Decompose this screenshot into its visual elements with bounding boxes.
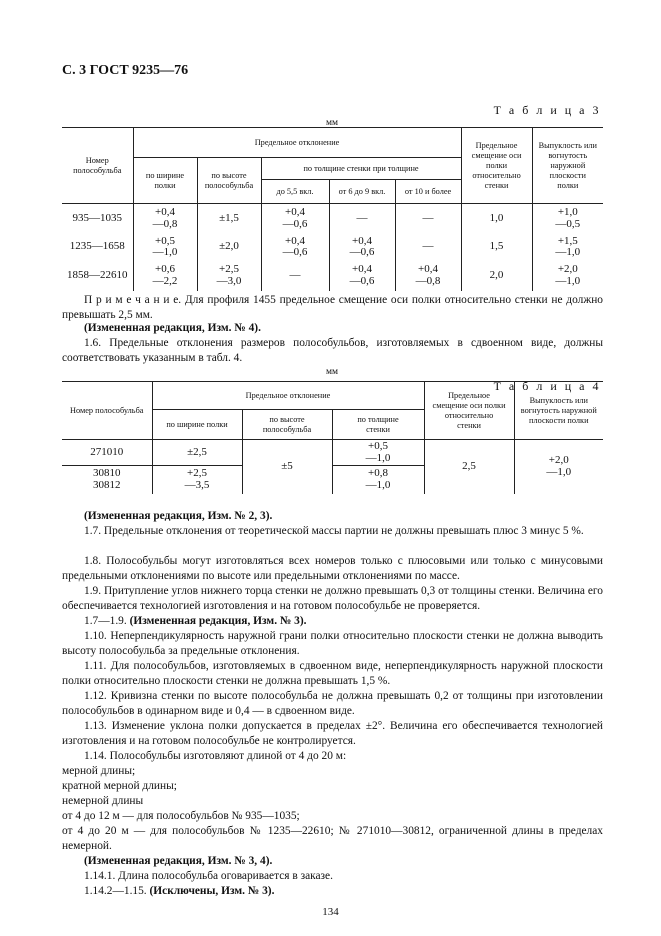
t3-head-t2: от 6 до 9 вкл. — [329, 180, 395, 204]
table-row — [62, 261, 603, 291]
t4-head-convexity: Выпуклость или вогнутость наружной плоскости полки — [514, 382, 603, 440]
t3-head-t1: до 5,5 вкл. — [261, 180, 329, 204]
t3-cell-width: +0,4 —0,8 — [133, 204, 197, 234]
t3-cell-convexity: +1,0 —0,5 — [532, 204, 603, 234]
t4-head-width: по ширине полки — [152, 410, 242, 440]
t3-cell-number: 1235—1658 — [62, 234, 133, 261]
t3-cell-t1: +0,4 —0,6 — [261, 204, 329, 234]
t4-head-offset: Предельное смещение оси полки относительно стенки — [424, 382, 514, 440]
t3-cell-number: 1858—22610 — [62, 261, 133, 291]
t3-cell-offset: 1,0 — [461, 204, 532, 234]
page-number: 134 — [322, 906, 339, 918]
t3-cell-width: +0,6 —2,2 — [133, 261, 197, 291]
t4-cell-number: 30810 30812 — [62, 466, 152, 494]
paragraph-1-13: 1.13. Изменение уклона полки допускается в пределах ±2°. Величина его обеспечивается технологией изготовления и на готовом полособульбе не контролируется. — [62, 720, 603, 747]
paragraph-1-11: 1.11. Для полособульбов, изготовляемых в сдвоенном виде, неперпендикулярность наружной плоскости полки относительно плоскости стенки не должна превышать 1,5 %. — [62, 660, 603, 687]
t4-cell-convexity: +2,0 —1,0 — [514, 440, 603, 494]
paragraph-1-6: 1.6. Предельные отклонения размеров полособульбов, изготовляемых в сдвоенном виде, должны соответствовать указанным в табл. 4. — [62, 337, 603, 364]
t3-cell-t1: +0,4 —0,6 — [261, 234, 329, 261]
table-3 — [62, 127, 603, 291]
t4-cell-number: 271010 — [62, 440, 152, 466]
revision-note: (Измененная редакция, Изм. № 4). — [84, 322, 261, 334]
t3-cell-height: ±1,5 — [197, 204, 261, 234]
table3-caption: Т а б л и ц а 3 — [493, 103, 601, 117]
t3-cell-t2: +0,4 —0,6 — [329, 261, 395, 291]
t3-cell-offset: 1,5 — [461, 234, 532, 261]
page-header: С. 3 ГОСТ 9235—76 — [62, 63, 189, 78]
list-item: кратной мерной длины; — [62, 780, 177, 792]
paragraph-1-14: 1.14. Полособульбы изготовляют длиной от 4 до 20 м: — [84, 750, 347, 762]
t3-cell-width: +0,5 —1,0 — [133, 234, 197, 261]
t4-head-limit-dev: Предельное отклонение — [152, 382, 424, 410]
t3-head-web: по толщине стенки при толщине — [261, 158, 461, 180]
revision-note: (Измененная редакция, Изм. № 3, 4). — [84, 855, 273, 867]
t3-cell-height: ±2,0 — [197, 234, 261, 261]
paragraph-1-7: 1.7. Предельные отклонения от теоретической массы партии не должны превышать плюс 3 минус 5 %. — [84, 525, 584, 537]
t3-head-offset: Предельное смещение оси полки относительно стенки — [461, 128, 532, 204]
paragraph-1-14-1: 1.14.1. Длина полособульба оговаривается в заказе. — [84, 870, 333, 882]
table-row — [62, 440, 603, 466]
t3-cell-offset: 2,0 — [461, 261, 532, 291]
t3-cell-t3: +0,4 —0,8 — [395, 261, 461, 291]
t3-cell-t3: — — [395, 234, 461, 261]
table-4 — [62, 381, 603, 494]
paragraph-1-9: 1.9. Притупление углов нижнего торца стенки не должно превышать 0,3 от толщины стенки. Величина его обеспечивается технологией изготовления и на готовом полособульбе не проверяется. — [62, 585, 603, 612]
table4-caption: Т а б л и ц а 4 — [493, 379, 601, 393]
t4-cell-offset: 2,5 — [424, 440, 514, 494]
table3-unit: мм — [326, 118, 339, 128]
length-range-2: от 4 до 20 м — для полособульбов № 1235—22610; № 271010—30812, ограниченной длины в пределах немерной. — [62, 825, 603, 852]
t4-cell-height: ±5 — [242, 440, 332, 494]
t3-head-height: по высоте полособульба — [197, 158, 261, 204]
t3-cell-t2: — — [329, 204, 395, 234]
list-item: немерной длины — [62, 795, 144, 807]
t3-head-width: по ширине полки — [133, 158, 197, 204]
paragraph-1-12: 1.12. Кривизна стенки по высоте полособульба не должна превышать 0,2 от толщины при изготовлении полособульбов в одинарном виде и 0,4 — в сдвоенном виде. — [62, 690, 603, 717]
table3-note: П р и м е ч а н и е. Для профиля 1455 предельное смещение оси полки относительно стенки не должно превышать 2,5 мм. — [62, 294, 603, 321]
t3-head-t3: от 10 и более — [395, 180, 461, 204]
revision-note: (Измененная редакция, Изм. № 2, 3). — [84, 510, 273, 522]
t4-cell-thickness: +0,8 —1,0 — [332, 466, 424, 494]
t3-cell-t3: — — [395, 204, 461, 234]
t3-head-limit-dev: Предельное отклонение — [133, 128, 461, 158]
paragraph-1-10: 1.10. Неперпендикулярность наружной грани полки относительно плоскости стенки не должна выводить высоту полособульба за предельные отклонения. — [62, 630, 603, 657]
t4-cell-thickness: +0,5 —1,0 — [332, 440, 424, 466]
t4-head-thickness: по толщине стенки — [332, 410, 424, 440]
t3-cell-t2: +0,4 —0,6 — [329, 234, 395, 261]
list-item: мерной длины; — [62, 765, 136, 777]
t3-cell-height: +2,5 —3,0 — [197, 261, 261, 291]
paragraph-1-8: 1.8. Полособульбы могут изготовляться всех номеров только с плюсовыми или только с минусовыми предельными отклонениями по высоте или предельными отклонениями по массе. — [62, 555, 603, 582]
t3-cell-convexity: +1,5 —1,0 — [532, 234, 603, 261]
t4-cell-width: ±2,5 — [152, 440, 242, 466]
t3-cell-t1: — — [261, 261, 329, 291]
length-range-1: от 4 до 12 м — для полособульбов № 935—1035; — [62, 810, 300, 822]
t3-head-number: Номер полособульба — [62, 128, 133, 204]
t3-cell-number: 935—1035 — [62, 204, 133, 234]
table-row — [62, 234, 603, 261]
t4-cell-width: +2,5 —3,5 — [152, 466, 242, 494]
t3-head-convexity: Выпуклость или вогнутость наружной плоскости полки — [532, 128, 603, 204]
paragraph-excluded: 1.14.2—1.15. (Исключены, Изм. № 3). — [84, 885, 275, 897]
table-row — [62, 204, 603, 234]
t4-head-number: Номер полособульба — [62, 382, 152, 440]
t3-cell-convexity: +2,0 —1,0 — [532, 261, 603, 291]
t4-head-height: по высоте полособульба — [242, 410, 332, 440]
revision-note: 1.7—1.9. (Измененная редакция, Изм. № 3). — [84, 615, 307, 627]
table4-unit: мм — [326, 367, 339, 377]
